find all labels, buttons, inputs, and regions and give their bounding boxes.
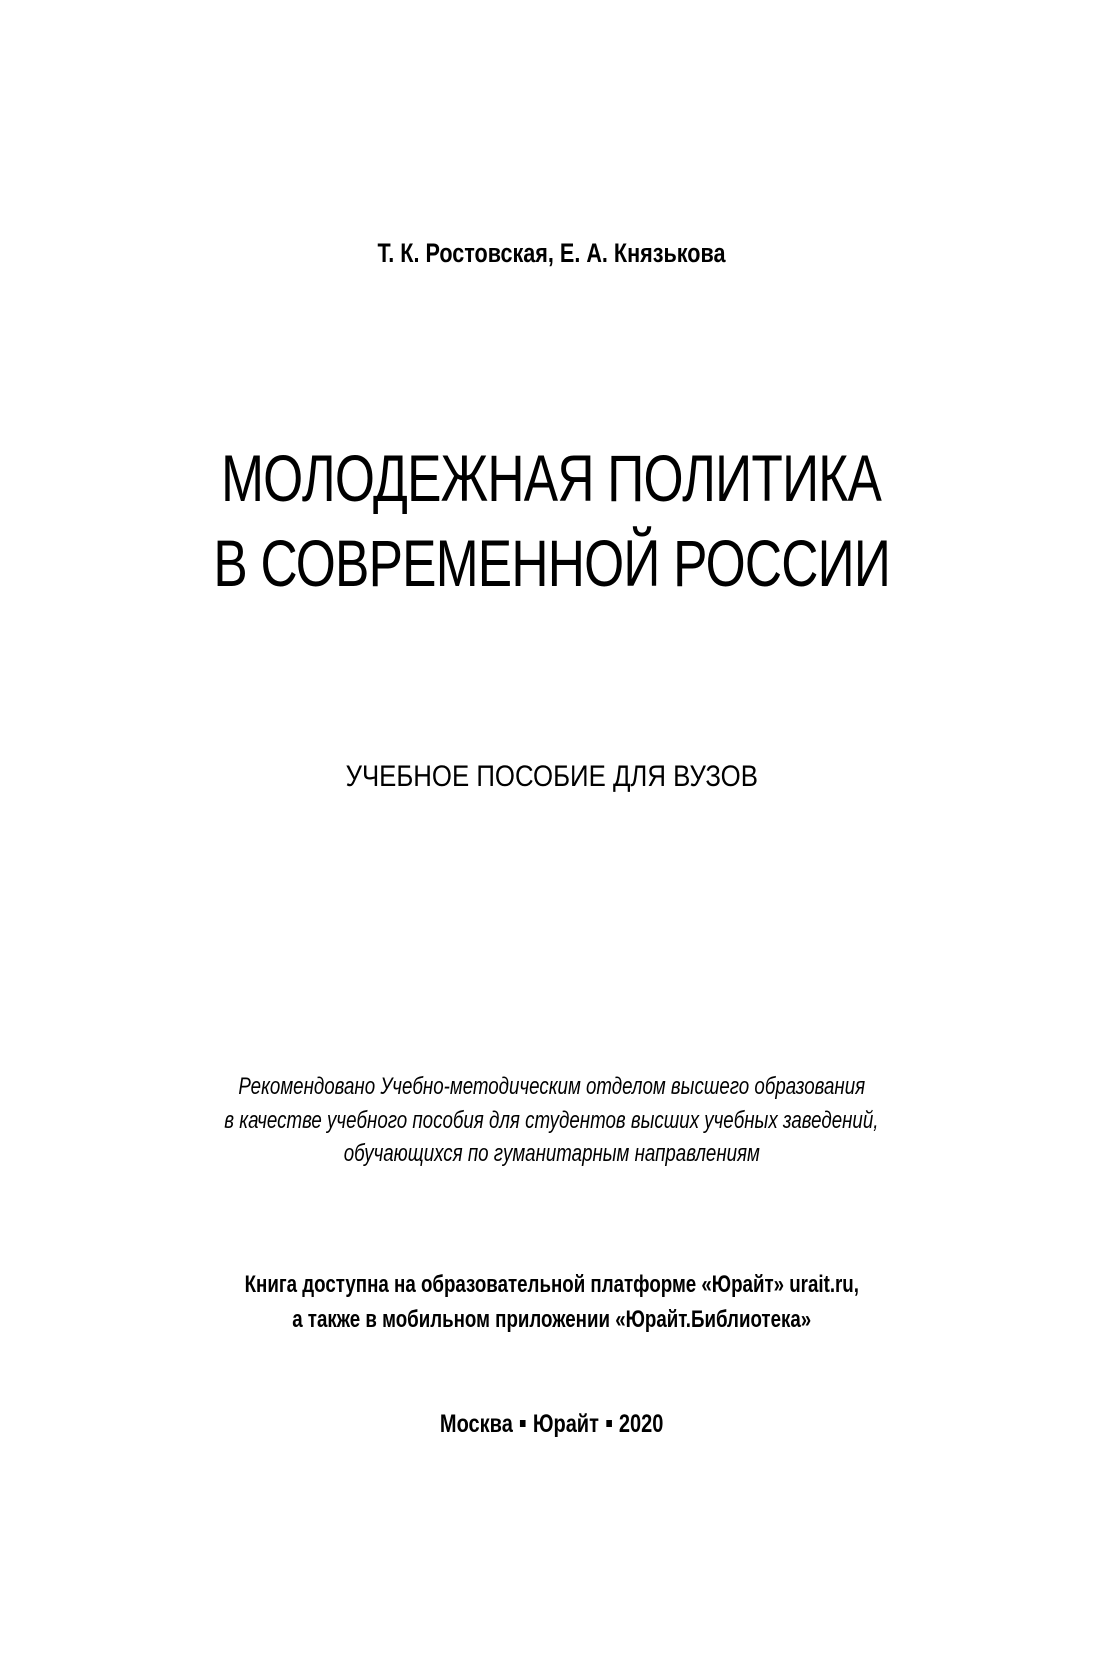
book-title-line-2 bbox=[0, 525, 1103, 601]
imprint-publisher: Юрайт bbox=[532, 1410, 599, 1438]
recommendation-text-3: обучающихся по гуманитарным направлениям bbox=[343, 1140, 760, 1167]
imprint-year: 2020 bbox=[618, 1410, 664, 1438]
recommendation-line-3 bbox=[0, 1140, 1103, 1168]
recommendation-text-1: Рекомендовано Учебно-методическим отделом высшего образования bbox=[238, 1073, 865, 1100]
imprint bbox=[0, 1410, 1103, 1439]
book-title-text-2: В СОВРЕМЕННОЙ РОССИИ bbox=[213, 526, 890, 600]
availability-text-1: Книга доступна на образовательной платформе «Юрайт» urait.ru, bbox=[244, 1271, 859, 1298]
book-subtitle bbox=[0, 760, 1103, 794]
recommendation-line-1 bbox=[0, 1073, 1103, 1101]
recommendation-line-2 bbox=[0, 1107, 1103, 1135]
black-square-icon bbox=[520, 1420, 526, 1427]
imprint-group bbox=[440, 1410, 663, 1439]
availability-line-2 bbox=[0, 1306, 1103, 1334]
black-square-icon bbox=[606, 1420, 612, 1427]
book-subtitle-text: УЧЕБНОЕ ПОСОБИЕ ДЛЯ ВУЗОВ bbox=[345, 760, 758, 793]
availability-text-2: а также в мобильном приложении «Юрайт.Библиотека» bbox=[291, 1306, 811, 1333]
authors bbox=[0, 238, 1103, 269]
availability-line-1 bbox=[0, 1271, 1103, 1299]
recommendation-text-2: в качестве учебного пособия для студентов высших учебных заведений, bbox=[224, 1107, 879, 1134]
book-title-line-1 bbox=[0, 440, 1103, 516]
authors-text: Т. К. Ростовская, Е. А. Князькова bbox=[377, 238, 726, 268]
book-title-text-1: МОЛОДЕЖНАЯ ПОЛИТИКА bbox=[221, 441, 882, 515]
imprint-city: Москва bbox=[439, 1410, 513, 1438]
